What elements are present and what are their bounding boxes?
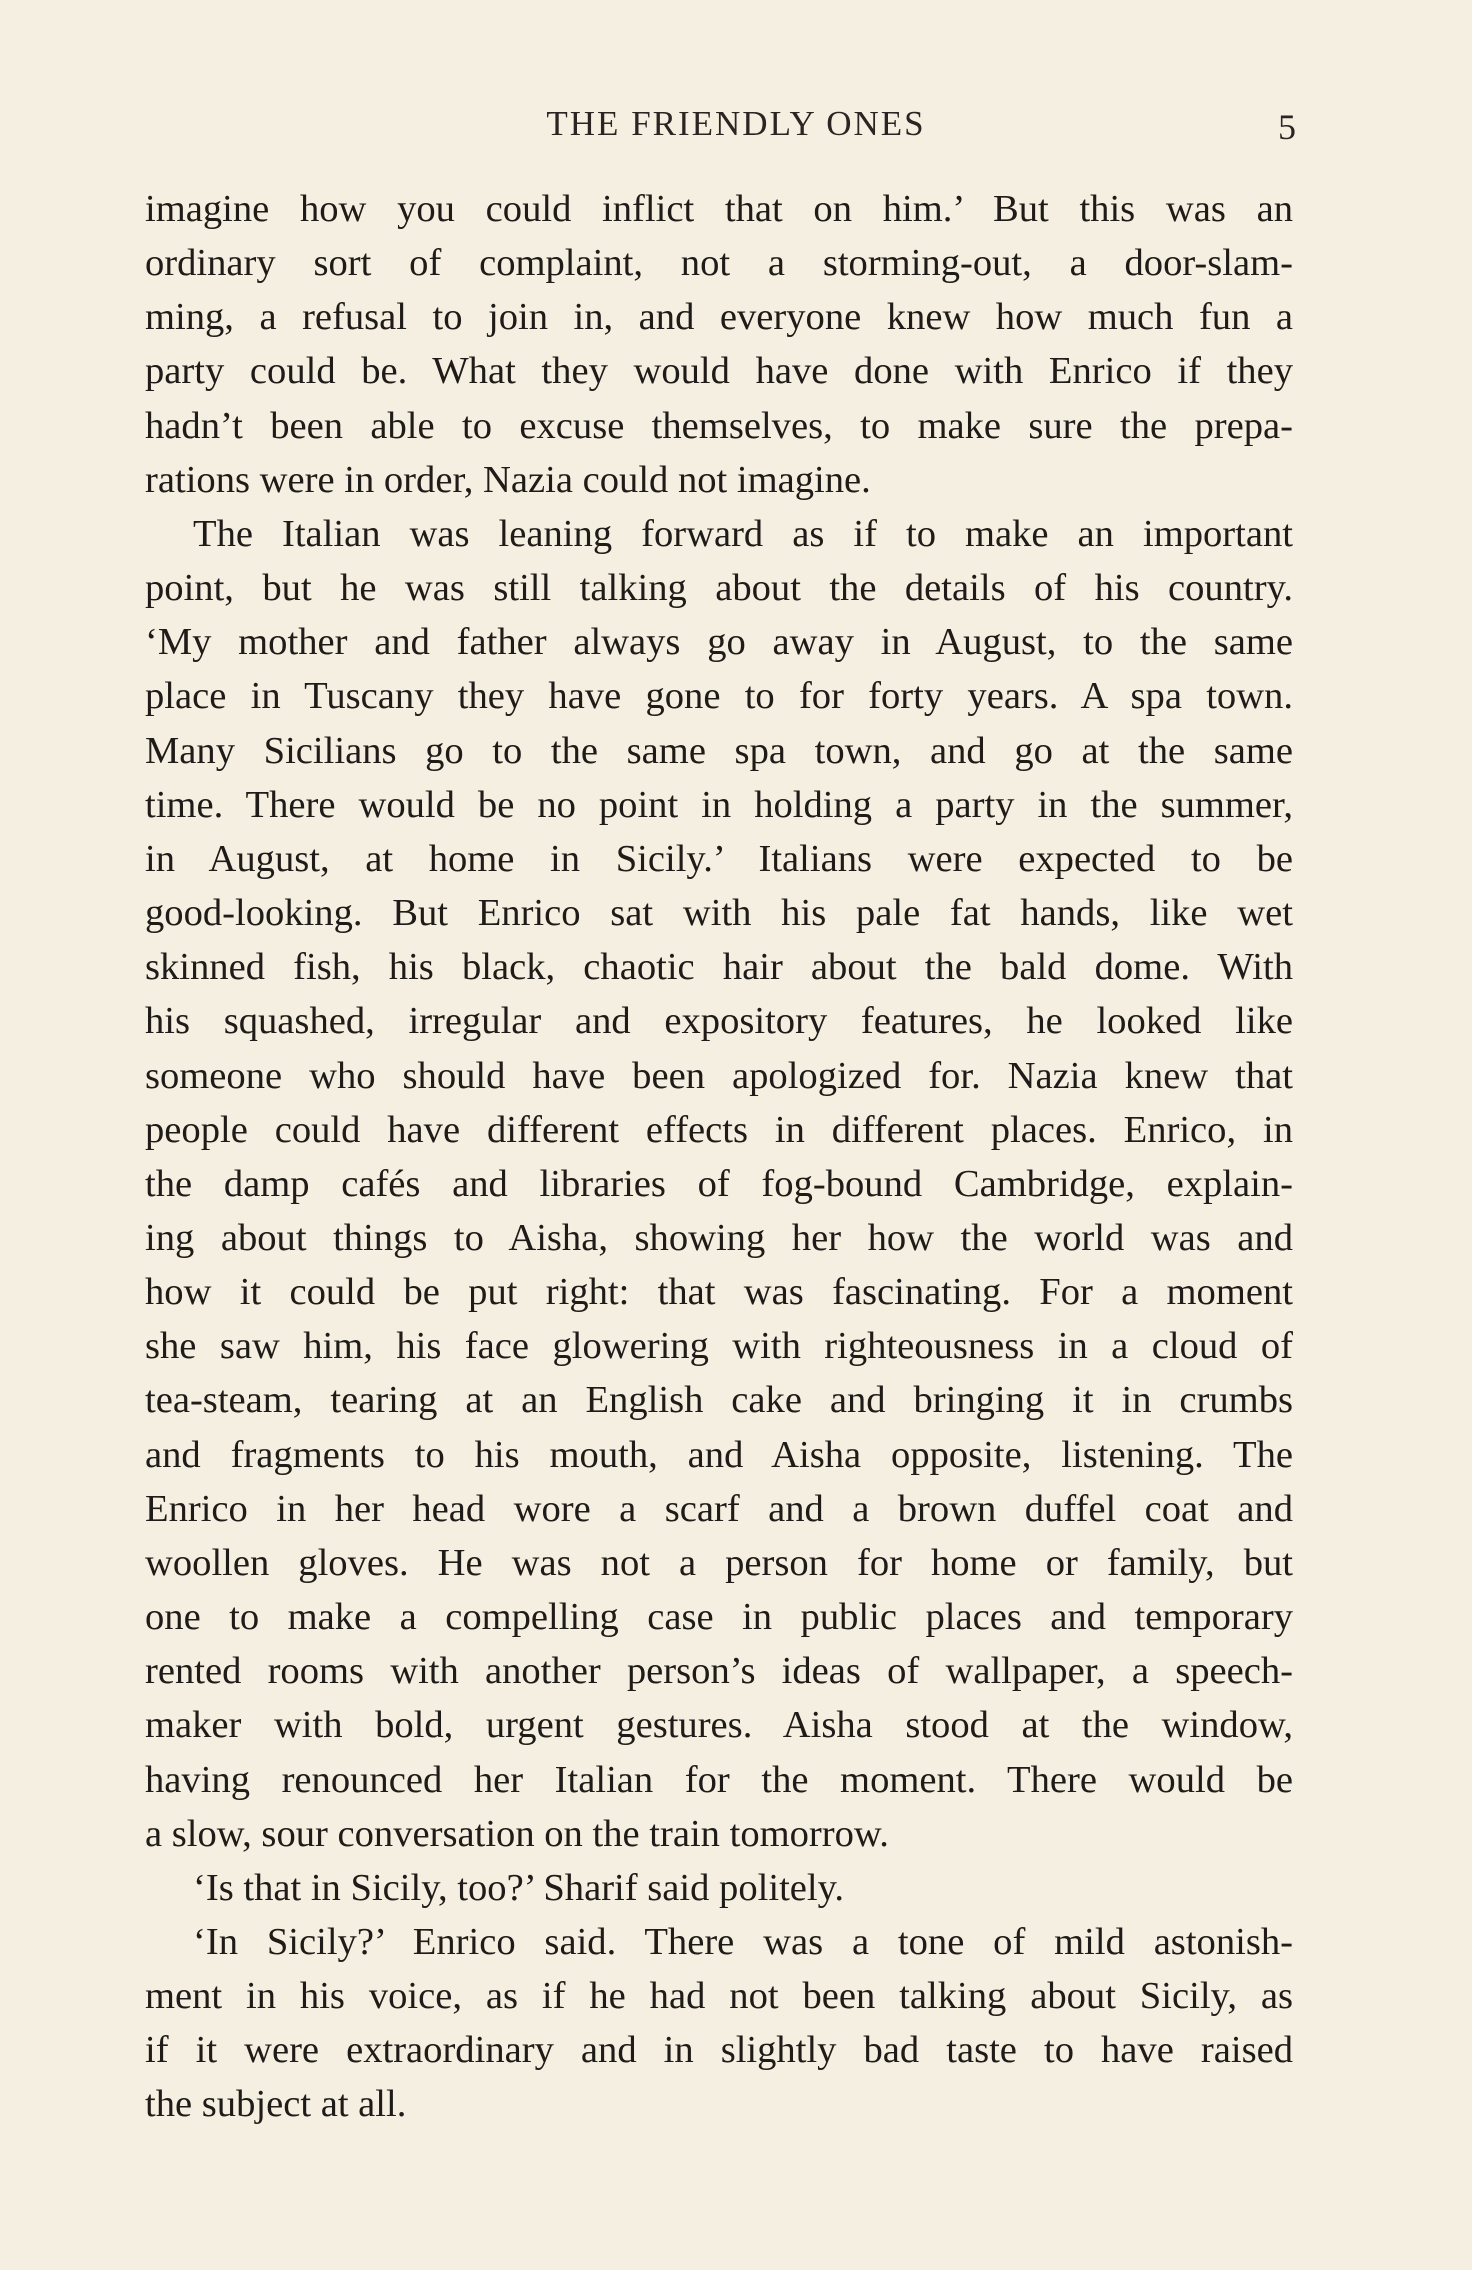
text-line: point, but he was still talking about the details of his country. <box>145 567 1293 610</box>
text-line: imagine how you could inflict that on him.’ But this was an <box>145 188 1293 230</box>
body-text <box>145 182 1293 2132</box>
text-line: party could be. What they would have done with Enrico if they <box>145 350 1293 393</box>
text-line: woollen gloves. He was not a person for home or family, but <box>145 1541 1293 1584</box>
paragraph <box>145 182 1293 507</box>
text-line: having renounced her Italian for the moment. There would be <box>145 1758 1293 1801</box>
text-line: maker with bold, urgent gestures. Aisha stood at the window, <box>145 1704 1293 1747</box>
text-line: Many Sicilians go to the same spa town, and go at the same <box>145 729 1293 772</box>
text-line: how it could be put right: that was fascinating. For a moment <box>145 1271 1293 1314</box>
paragraph <box>145 1915 1293 2132</box>
text-line: The Italian was leaning forward as if to make an important <box>193 512 1293 555</box>
text-line: someone who should have been apologized for. Nazia knew that <box>145 1054 1293 1097</box>
text-line: tea-steam, tearing at an English cake and bringing it in crumbs <box>145 1379 1293 1422</box>
text-line: hadn’t been able to excuse themselves, to make sure the prepa- <box>145 404 1293 447</box>
text-line: if it were extraordinary and in slightly bad taste to have raised <box>145 2029 1293 2072</box>
text-line: rations were in order, Nazia could not imagine. <box>145 458 871 501</box>
paragraph <box>145 1861 1293 1915</box>
text-line: his squashed, irregular and expository features, he looked like <box>145 1000 1293 1043</box>
text-line: skinned fish, his black, chaotic hair about the bald dome. With <box>145 946 1293 989</box>
text-line: people could have different effects in different places. Enrico, in <box>145 1108 1293 1151</box>
text-line: ‘Is that in Sicily, too?’ Sharif said politely. <box>193 1866 845 1909</box>
text-line: one to make a compelling case in public places and temporary <box>145 1596 1293 1639</box>
text-line: she saw him, his face glowering with righteousness in a cloud of <box>145 1325 1293 1368</box>
text-line: rented rooms with another person’s ideas of wallpaper, a speech- <box>145 1650 1293 1693</box>
text-line: Enrico in her head wore a scarf and a brown duffel coat and <box>145 1487 1293 1530</box>
text-line: the damp cafés and libraries of fog-bound Cambridge, explain- <box>145 1162 1293 1205</box>
text-line: and fragments to his mouth, and Aisha opposite, listening. The <box>145 1433 1293 1476</box>
text-line: place in Tuscany they have gone to for forty years. A spa town. <box>145 675 1293 718</box>
text-line: ordinary sort of complaint, not a storming-out, a door-slam- <box>145 242 1293 285</box>
running-head-title: THE FRIENDLY ONES <box>546 104 926 143</box>
text-line: a slow, sour conversation on the train tomorrow. <box>145 1812 889 1855</box>
paragraph <box>145 507 1293 1861</box>
page-number: 5 <box>1278 107 1296 147</box>
text-line: good-looking. But Enrico sat with his pale fat hands, like wet <box>145 892 1293 935</box>
text-line: ment in his voice, as if he had not been talking about Sicily, as <box>145 1975 1293 2018</box>
text-line: ing about things to Aisha, showing her how the world was and <box>145 1216 1293 1259</box>
text-line: ‘My mother and father always go away in August, to the same <box>145 621 1293 664</box>
text-line: the subject at all. <box>145 2083 407 2126</box>
text-line: time. There would be no point in holding a party in the summer, <box>145 783 1293 826</box>
text-line: ming, a refusal to join in, and everyone knew how much fun a <box>145 296 1293 339</box>
text-line: in August, at home in Sicily.’ Italians were expected to be <box>145 837 1293 880</box>
text-line: ‘In Sicily?’ Enrico said. There was a tone of mild astonish- <box>193 1921 1293 1963</box>
